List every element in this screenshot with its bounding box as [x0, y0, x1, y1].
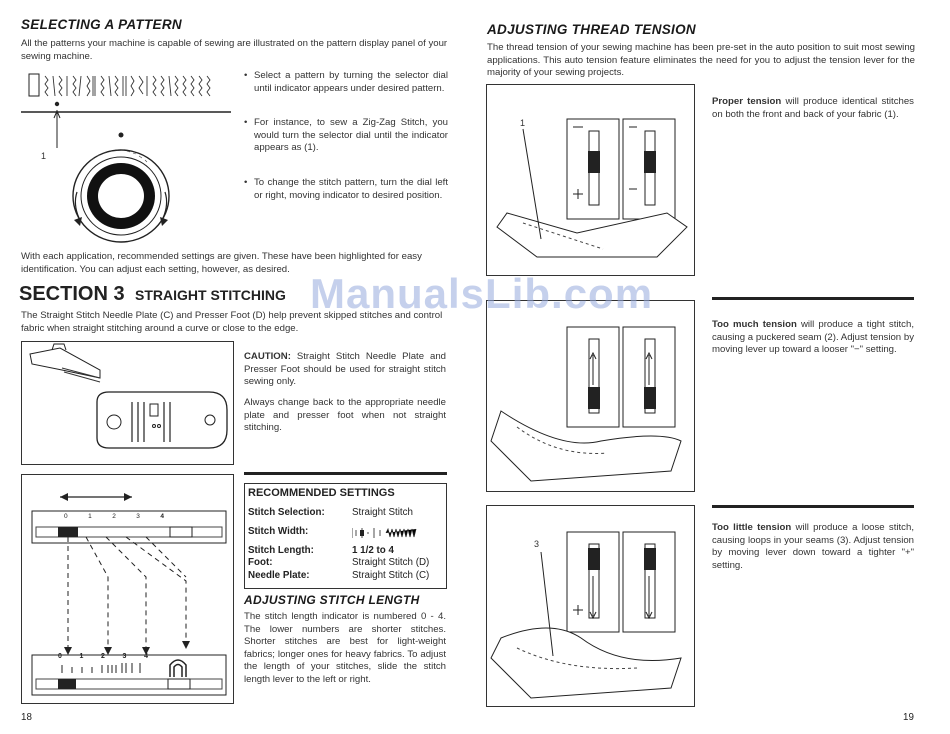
- caution-label: CAUTION:: [244, 351, 291, 362]
- tension-case-text: will produce a tight stitch, causing a puckered seam (2). Adjust tension by moving lever up toward a looser "−" setting.: [712, 319, 914, 356]
- scale-tick: 4: [144, 653, 148, 660]
- adjusting-length-heading: ADJUSTING STITCH LENGTH: [244, 593, 420, 607]
- tension-figure-too-little: [486, 505, 695, 707]
- settings-key: Stitch Selection:: [248, 507, 325, 518]
- settings-title: RECOMMENDED SETTINGS: [248, 487, 395, 499]
- stitch-length-drawing: [22, 475, 233, 703]
- scale-tick: 1: [79, 653, 84, 660]
- settings-value: Straight Stitch (D): [352, 557, 430, 569]
- settings-key: Needle Plate:: [248, 569, 310, 581]
- watermark: ManualsLib.com: [310, 270, 654, 317]
- tension-case-text: will produce a loose stitch, causing loops in your seams (3). Adjust tension by moving lever down toward a tighter "+" setting.: [712, 522, 914, 571]
- tension-callout: 3: [534, 539, 540, 549]
- tension-rule: [712, 505, 914, 508]
- settings-rule: [244, 472, 447, 475]
- tension-drawing: [487, 301, 694, 491]
- section-name: STRAIGHT STITCHING: [135, 287, 286, 303]
- adjusting-length-text: The stitch length indicator is numbered 0 - 4. The lower numbers are shorter stitches. Shorter stitches are best for light-weight fabrics; longer ones for heavy fabrics. To adjust the length of your stitches, slide the stitch length lever to the left or right.: [244, 611, 446, 685]
- scale-bottom: [58, 653, 148, 660]
- caution-text: [244, 351, 446, 389]
- scale-tick: 2: [101, 653, 105, 660]
- caution-body: Straight Stitch Needle Plate and Presser Foot should be used for straight stitch sewing only.: [244, 351, 446, 388]
- settings-row: [248, 545, 446, 558]
- selecting-pattern-intro: All the patterns your machine is capable of sewing are illustrated on the pattern display panel of your sewing machine.: [21, 38, 448, 62]
- tension-case-too-little: [712, 522, 914, 572]
- bullet-item: • For instance, to sew a Zig-Zag Stitch, you would turn the selector dial until the indicator appears as (1).: [244, 117, 448, 155]
- settings-value: 1 1/2 to 4: [352, 544, 394, 556]
- tension-callout: 1: [520, 118, 526, 128]
- settings-value: Straight Stitch (C): [352, 569, 430, 581]
- settings-row: [248, 507, 446, 520]
- bullet-item: • To change the stitch pattern, turn the dial left or right, moving indicator to desired position.: [244, 177, 448, 202]
- settings-value: Straight Stitch: [352, 507, 413, 518]
- caution-note: Always change back to the appropriate needle plate and presser foot when not straight stitching.: [244, 397, 446, 434]
- scale-tick: 0: [58, 653, 62, 660]
- section-heading: [19, 283, 286, 306]
- tension-rule: [712, 297, 914, 300]
- tension-case-text: will produce identical stitches on both the front and back of your fabric (1).: [712, 96, 914, 120]
- settings-key: Foot:: [248, 557, 273, 569]
- selecting-bullets: [244, 70, 448, 224]
- settings-note: With each application, recommended settings are given. These have been highlighted for easy identification. You can adjust each setting, however, as desired.: [21, 251, 422, 275]
- needle-plate-figure: [21, 341, 234, 465]
- selecting-pattern-heading: SELECTING A PATTERN: [21, 17, 182, 32]
- tension-figure-proper: [486, 84, 695, 276]
- stitch-length-figure: [21, 474, 234, 704]
- bullet-item: • Select a pattern by turning the selector dial until indicator appears under desired pattern.: [244, 70, 448, 95]
- settings-row: [248, 526, 446, 542]
- tension-figure-too-much: [486, 300, 695, 492]
- scale-tick: 3: [136, 513, 140, 520]
- needle-plate-drawing: [22, 342, 233, 464]
- tension-case-lead: Too much tension: [712, 319, 797, 330]
- scale-tick: 0: [64, 513, 68, 520]
- tension-drawing: [487, 506, 694, 706]
- section-number: SECTION 3: [19, 283, 125, 305]
- thread-tension-heading: ADJUSTING THREAD TENSION: [487, 22, 696, 37]
- settings-row: [248, 570, 446, 583]
- tension-case-lead: Too little tension: [712, 522, 792, 533]
- page-number-left: 18: [21, 712, 32, 723]
- pattern-dial-illustration: [21, 68, 236, 243]
- settings-row: [248, 557, 446, 570]
- section-intro: The Straight Stitch Needle Plate (C) and Presser Foot (D) help prevent skipped stitches and control fabric when straight stitching around a curve or close to the edge.: [21, 310, 443, 334]
- scale-top: [64, 513, 164, 520]
- tension-case-lead: Proper tension: [712, 96, 782, 107]
- recommended-settings-box: [244, 483, 447, 589]
- scale-tick: 4: [160, 513, 164, 520]
- stitch-width-graphic: [352, 526, 432, 540]
- tension-case-proper: [712, 96, 914, 121]
- scale-tick: 2: [112, 513, 116, 520]
- tension-drawing: [487, 85, 694, 275]
- tension-case-too-much: [712, 319, 914, 357]
- pattern-callout-1: 1: [41, 151, 47, 161]
- settings-key: Stitch Length:: [248, 544, 314, 556]
- scale-tick: 1: [88, 513, 92, 520]
- settings-key: Stitch Width:: [248, 525, 309, 537]
- scale-tick: 3: [122, 653, 127, 660]
- page-number-right: 19: [903, 712, 914, 723]
- thread-tension-intro: The thread tension of your sewing machine has been pre-set in the auto position to suit most sewing applications. This auto tension feature eliminates the need for you to adjust the tension lever for the majority of your sewing projects.: [487, 42, 915, 79]
